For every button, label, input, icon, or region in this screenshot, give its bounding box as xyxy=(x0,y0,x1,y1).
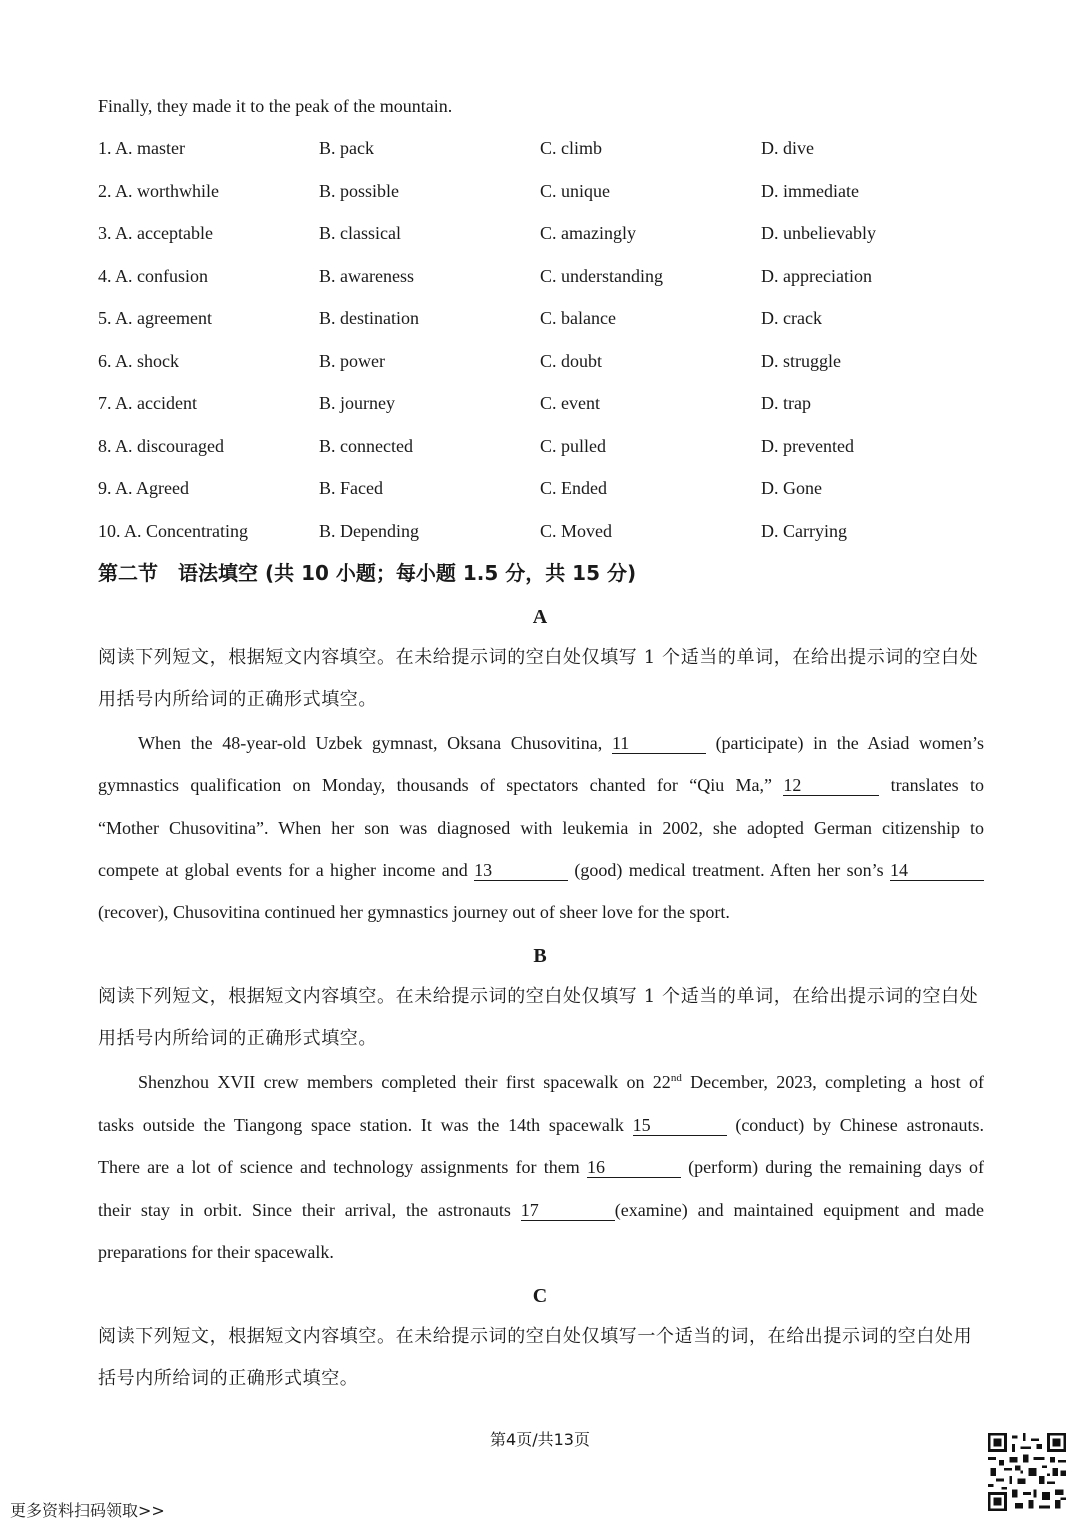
option-a: 8. A. discouraged xyxy=(98,435,224,456)
option-d: D. crack xyxy=(761,308,822,328)
option-c: C. unique xyxy=(540,180,610,201)
option-d: D. unbelievably xyxy=(761,223,876,243)
option-b: B. possible xyxy=(319,180,400,201)
option-row xyxy=(98,391,988,415)
option-b: B. destination xyxy=(319,308,419,328)
passage-b-line5: preparations for their spacewalk. xyxy=(98,1242,334,1262)
option-a: 7. A. accident xyxy=(98,393,197,413)
instruction-b-line1: 阅读下列短文，根据短文内容填空。在未给提示词的空白处仅填写 1 个适当的单词，在给出提示词的空白处 xyxy=(98,986,979,1007)
qr-code-icon[interactable] xyxy=(988,1433,1066,1511)
option-row xyxy=(98,136,988,160)
option-d: D. appreciation xyxy=(761,265,872,286)
option-row xyxy=(98,306,988,330)
option-a: 2. A. worthwhile xyxy=(98,180,219,201)
passage-a-line1: When the 48-year-old Uzbek gymnast, Oksana Chusovitina, 11 (participate) in the Asiad women’s xyxy=(138,733,985,753)
blank-15[interactable]: 15 xyxy=(633,1115,727,1136)
option-b: B. pack xyxy=(319,138,374,158)
more-info-link[interactable]: 更多资料扫码领取>> xyxy=(10,1501,165,1520)
instruction-b-line2: 用括号内所给词的正确形式填空。 xyxy=(98,1028,377,1049)
option-a: 5. A. agreement xyxy=(98,308,212,328)
option-d: D. Gone xyxy=(761,478,822,498)
instruction-c-line1: 阅读下列短文，根据短文内容填空。在未给提示词的空白处仅填写一个适当的词，在给出提示词的空白处用 xyxy=(98,1326,973,1347)
passage-b-line3: There are a lot of science and technology assignments for them 16 (perform) during the remaining days of xyxy=(98,1157,984,1177)
option-b: B. Depending xyxy=(319,520,419,541)
passage-b-line1: Shenzhou XVII crew members completed their first spacewalk on 22nd December, 2023, completing a host of xyxy=(138,1072,984,1092)
option-c: C. Ended xyxy=(540,478,607,498)
option-d: D. prevented xyxy=(761,435,854,456)
blank-11[interactable]: 11 xyxy=(612,733,706,754)
option-b: B. connected xyxy=(319,435,413,456)
option-c: C. doubt xyxy=(540,350,603,371)
blank-13[interactable]: 13 xyxy=(474,860,568,881)
blank-16[interactable]: 16 xyxy=(587,1157,681,1178)
passage-b-line2: tasks outside the Tiangong space station. It was the 14th spacewalk 15 (conduct) by Chinese astronauts. xyxy=(98,1115,984,1135)
instruction-a-line2: 用括号内所给词的正确形式填空。 xyxy=(98,689,377,710)
intro-line: Finally, they made it to the peak of the mountain. xyxy=(98,96,453,116)
option-d: D. dive xyxy=(761,138,814,158)
option-c: C. event xyxy=(540,393,600,413)
option-row xyxy=(98,264,988,288)
section-title: 第二节 语法填空 (共 10 小题；每小题 1.5 分，共 15 分) xyxy=(98,561,637,585)
passage-a-line4: compete at global events for a higher income and 13 (good) medical treatment. Aften her son’s 14 xyxy=(98,858,984,882)
instruction-c-line2: 括号内所给词的正确形式填空。 xyxy=(98,1368,359,1389)
option-row xyxy=(98,434,988,458)
blank-14[interactable]: 14 xyxy=(890,860,984,881)
blank-12[interactable]: 12 xyxy=(783,775,879,796)
passage-a-line2: gymnastics qualification on Monday, thousands of spectators chanted for “Qiu Ma,” 12 translates to xyxy=(98,775,984,795)
option-c: C. understanding xyxy=(540,265,663,286)
page-number: 第4页/共13页 xyxy=(490,1430,590,1449)
option-a: 1. A. master xyxy=(98,138,185,158)
option-d: D. immediate xyxy=(761,180,859,201)
option-row xyxy=(98,221,988,245)
option-row xyxy=(98,476,988,500)
option-c: C. Moved xyxy=(540,520,612,541)
option-a: 3. A. acceptable xyxy=(98,223,213,243)
passage-a-line3: “Mother Chusovitina”. When her son was diagnosed with leukemia in 2002, she adopted German citizenship to xyxy=(98,818,984,838)
option-d: D. Carrying xyxy=(761,520,847,541)
passage-a-line5: (recover), Chusovitina continued her gymnastics journey out of sheer love for the sport. xyxy=(98,902,730,922)
passage-c-label: C xyxy=(532,1285,548,1307)
option-c: C. pulled xyxy=(540,435,606,456)
option-b: B. Faced xyxy=(319,478,383,498)
option-a: 10. A. Concentrating xyxy=(98,520,248,541)
blank-17[interactable]: 17 xyxy=(521,1200,615,1221)
option-a: 6. A. shock xyxy=(98,350,179,371)
passage-a-label: A xyxy=(532,606,548,628)
option-c: C. balance xyxy=(540,308,616,328)
option-row xyxy=(98,179,988,203)
option-c: C. amazingly xyxy=(540,223,636,243)
option-b: B. awareness xyxy=(319,265,414,286)
instruction-a-line1: 阅读下列短文，根据短文内容填空。在未给提示词的空白处仅填写 1 个适当的单词，在给出提示词的空白处 xyxy=(98,647,979,668)
passage-b-line4: their stay in orbit. Since their arrival, the astronauts 17 (examine) and maintained equipment and made xyxy=(98,1200,984,1220)
option-d: D. trap xyxy=(761,393,811,413)
option-b: B. power xyxy=(319,350,385,371)
option-c: C. climb xyxy=(540,138,602,158)
option-b: B. classical xyxy=(319,223,401,243)
option-a: 4. A. confusion xyxy=(98,265,208,286)
option-row xyxy=(98,349,988,373)
option-row xyxy=(98,519,988,543)
passage-b-label: B xyxy=(533,945,547,967)
option-a: 9. A. Agreed xyxy=(98,478,189,498)
option-b: B. journey xyxy=(319,393,395,413)
option-d: D. struggle xyxy=(761,350,841,371)
